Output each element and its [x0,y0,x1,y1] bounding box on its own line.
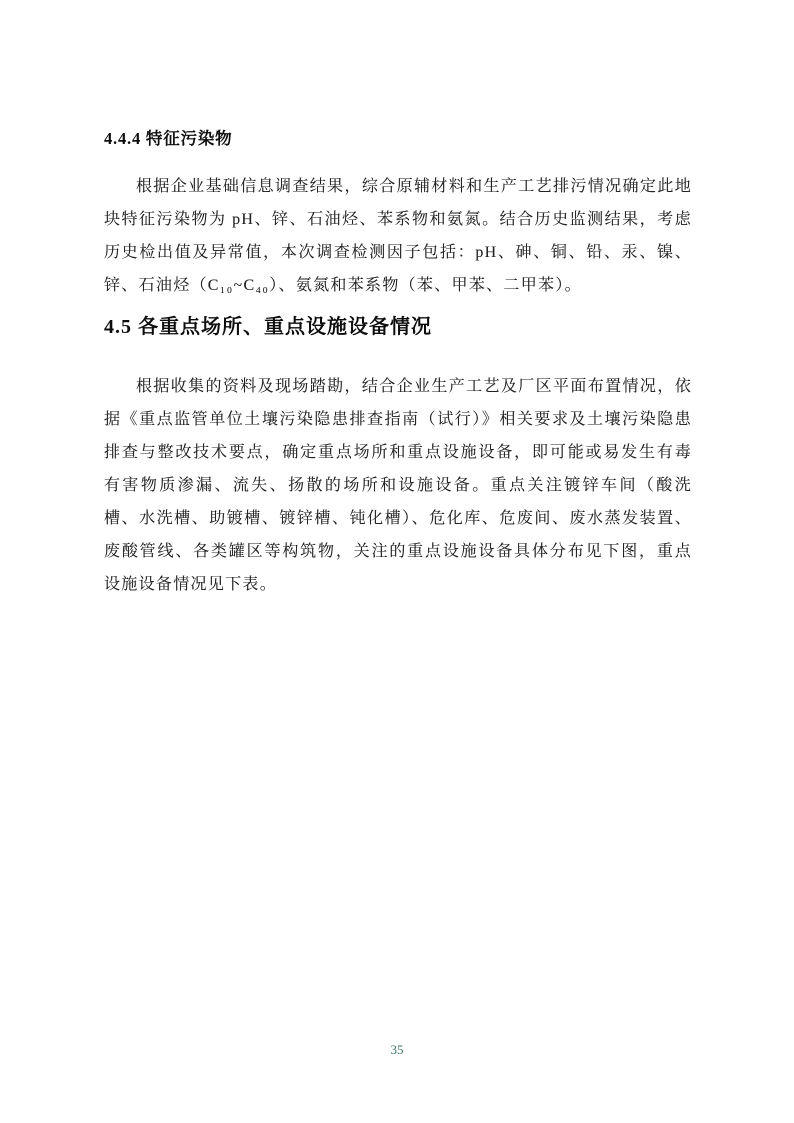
section-paragraph-4-5: 根据收集的资料及现场踏勘，结合企业生产工艺及厂区平面布置情况，依据《重点监管单位土壤污染隐患排查指南（试行）》相关要求及土壤污染隐患排查与整改技术要点，确定重点场所和重点设施设备，即可能或易发生有毒有害物质渗漏、流失、扬散的场所和设施设备。重点关注镀锌车间（酸洗槽、水洗槽、助镀槽、镀锌槽、钝化槽）、危化库、危废间、废水蒸发装置、废酸管线、各类罐区等构筑物，关注的重点设施设备具体分布见下图，重点设施设备情况见下表。 [104,378,692,593]
section-paragraph-4-4-4: 根据企业基础信息调查结果，综合原辅材料和生产工艺排污情况确定此地块特征污染物为 pH、锌、石油烃、苯系物和氨氮。结合历史监测结果，考虑历史检出值及异常值，本次调查检测因子包括：pH、砷、铜、铅、汞、镍、锌、石油烃（C₁₀~C₄₀）、氨氮和苯系物（苯、甲苯、二甲苯）。 [104,178,692,294]
page-number: 35 [390,1042,404,1057]
page-content [104,128,692,601]
section-heading-4-5: 4.5 各重点场所、重点设施设备情况 [104,316,432,338]
section-heading-4-4-4: 4.4.4 特征污染物 [104,129,233,148]
